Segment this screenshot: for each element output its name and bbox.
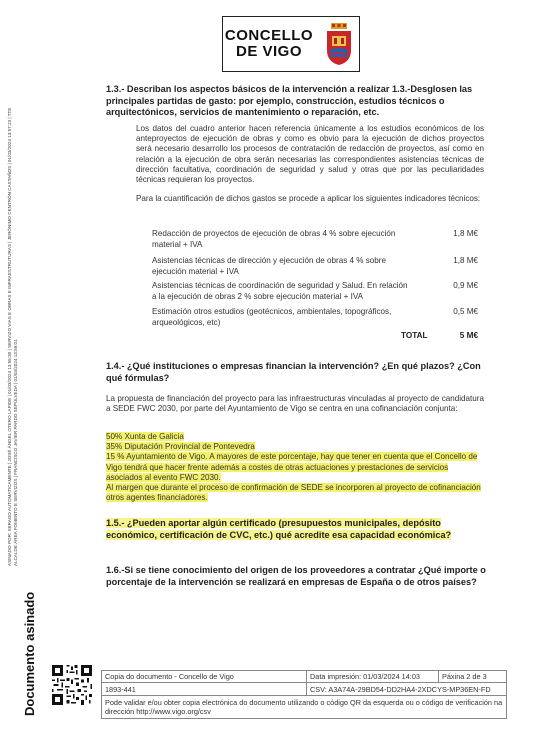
- logo-text: [223, 28, 315, 60]
- cost-row-value: 0,5 M€: [453, 307, 478, 316]
- cost-row-label: Redacción de proyectos de ejecución de obras 4 % sobre ejecución material + IVA: [152, 229, 396, 249]
- cost-row-value: 1,8 M€: [453, 256, 478, 265]
- concello-logo: [222, 16, 360, 72]
- cost-row-value: 0,9 M€: [453, 281, 478, 290]
- qr-code-icon[interactable]: [52, 665, 92, 705]
- print-date: Data impresión: 01/03/2024 14:03: [307, 670, 439, 683]
- signature-line-1: ASINADO POR: XERADO AUTOMATICAMENTE | JOSÉ ÁNGEL OTERO LAPIDE | 01/03/2024 13:55:30 | SERVIZO VIAS E OBRAS E INFRAESTRUTURAS | JERÓNIMO CENTRÓN CASTAÑOS | 01/03/2024 13:57:23 | TTE: [7, 107, 12, 566]
- cost-row-label: Asistencias técnicas de coordinación de seguridad y Salud. En relación a la ejecución de obras 2 % sobre ejecución material + IVA: [152, 281, 408, 301]
- csv-code: CSV: A3A74A-29BD54-DD2HA4-2XDCYS-MP36EN-FD: [307, 683, 507, 696]
- financing-other-agents: Al margen que durante el proceso de confirmación de SEDE se incorporen al proyecto de cofinanciación otros agentes financiadores.: [106, 483, 481, 503]
- financing-diputacion: 35% Diputación Provincial de Pontevedra: [106, 442, 255, 452]
- signature-line-2: ALCALDE ÁREA FOMENTO E SERVIZOS | FRANCISCO JAVIER PARDO SEPÚLVEDA | 01/03/2024 13:59:01: [13, 339, 18, 566]
- cost-row-value: 1,8 M€: [453, 229, 478, 238]
- signed-document-label: Documento asinado: [22, 591, 37, 716]
- copy-label: Copia do documento - Concello de Vigo: [101, 670, 307, 683]
- section-1-5-heading: [106, 518, 494, 541]
- document-number: 1893-441: [101, 683, 307, 696]
- section-1-6-heading: 1.6.-Si se tiene conocimiento del origen de los proveedores a contratar ¿Qué importe o porcentaje de la intervención se realizará en empresas de España o de otros países?: [106, 565, 486, 587]
- financing-list: [106, 432, 484, 503]
- cost-row-label: Estimación otros estudios (geotécnicos, ambientales, topográficos, arqueológicos, etc): [152, 307, 392, 327]
- coat-of-arms-icon: [325, 22, 353, 66]
- financing-ayuntamiento: 15 % Ayuntamiento de Vigo. A mayores de este porcentaje, hay que tener en cuenta que el Concello de Vigo tendrá que hacer frente además a costes de otras actuaciones y prestaciones de servicios asociados al evento FWC 2030.: [106, 452, 478, 482]
- page-number: Páxina 2 de 3: [439, 670, 507, 683]
- section-1-3-paragraph: Los datos del cuadro anterior hacen referencia únicamente a los estudios económicos de los anteproyectos de ejecución de obras y como es obvio para la ejecución de dichos proyectos será necesario desarrollo los procesos de contratación de redacción de proyectos, así como en relación a la ejecución de obra serán necesarias las correspondientes asistencias técnicas de dirección facultativa, coordinación de seguridad y salud y otras que por las peculiaridades técnicas requieran los proyectos.: [136, 124, 484, 185]
- total-value: 5 M€: [459, 331, 478, 340]
- section-1-3-heading: 1.3.- Describan los aspectos básicos de la intervención a realizar 1.3.-Desglosen las principales partidas de gasto: por ejemplo, construcción, estudios técnicos o arquitectónicos, servicios de mantenimiento o reparación, etc.: [106, 84, 473, 117]
- section-1-4-paragraph: La propuesta de financiación del proyecto para las infraestructuras vinculadas al proyecto de candidatura a SEDE FWC 2030, por parte del Ayuntamiento de Vigo se centra en una cofinanciación conjunta:: [106, 394, 484, 414]
- validation-note: Pode validar e/ou obter copia electrónica do documento utilizando o código QR da esquerda ou o código de verificación na dirección http://www.vigo.org/csv: [101, 696, 507, 719]
- logo-line1: CONCELLO: [224, 27, 314, 44]
- financing-xunta: 50% Xunta de Galicia: [106, 432, 184, 441]
- total-label: TOTAL: [401, 331, 428, 340]
- indicators-intro: Para la cuantificación de dichos gastos se procede a aplicar los siguientes indicadores técnicos:: [136, 194, 481, 203]
- section-1-4-heading: 1.4.- ¿Qué instituciones o empresas financian la intervención? ¿En qué plazos? ¿Con qué fórmulas?: [106, 361, 481, 383]
- logo-line2: DE VIGO: [235, 43, 302, 60]
- section-1-5-highlight: 1.5.- ¿Pueden aportar algún certificado (presupuestos municipales, depósito económico, certificación de CVC, etc.) qué acredite esa capacidad económica?: [106, 518, 452, 540]
- cost-row-label: Asistencias técnicas de dirección y ejecución de obras 4 % sobre ejecución material + IVA: [152, 256, 386, 276]
